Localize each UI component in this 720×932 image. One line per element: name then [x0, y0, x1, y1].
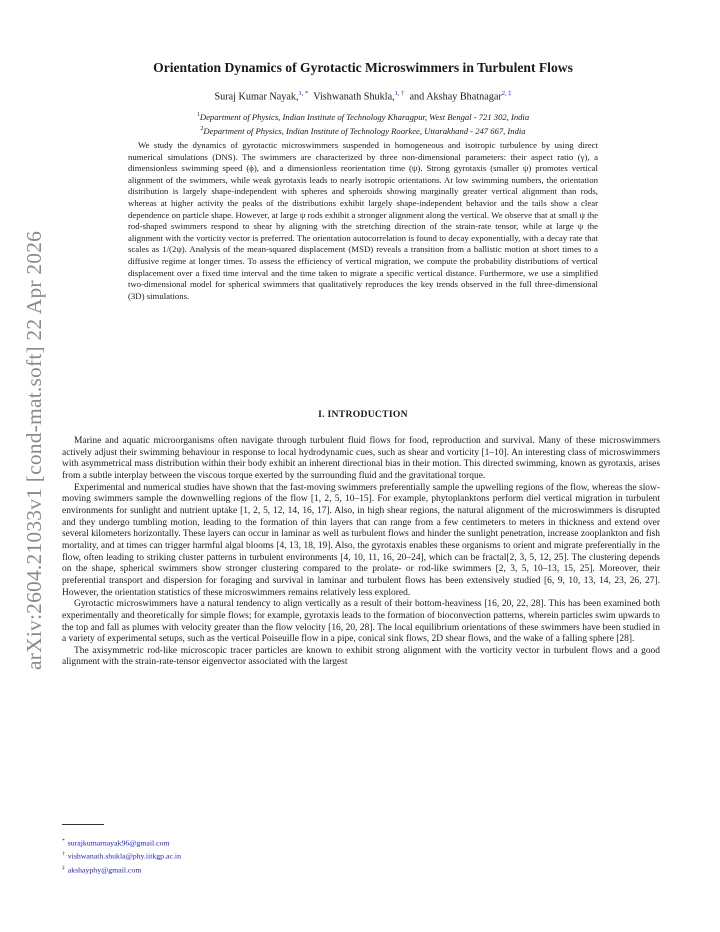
paper-title: Orientation Dynamics of Gyrotactic Microswimmers in Turbulent Flows	[153, 60, 573, 75]
affiliation	[80, 123, 646, 137]
author-mark[interactable]: 1, †	[394, 90, 405, 97]
paragraph: Gyrotactic microswimmers have a natural tendency to align vertically as a result of their bottom-heaviness [16, 20, 22, 28]. This has been examined both experimentally and theoretically for simple flows; for example, gyrotaxis leads to the formation of bioconvection patterns, wherein particles swim upwards to the top and fall as plumes with velocity greater than the flow velocity [16, 20, 28]. The local equilibrium orientations of these swimmers have been studied in a variety of experimental setups, such as the vertical Poiseuille flow in a pipe, conical sink flows, 2D shear flows, and the wake of a falling sphere [28].	[62, 599, 660, 645]
section-heading: I. INTRODUCTION	[318, 409, 408, 420]
footnote-mark: ‡	[62, 864, 65, 871]
email-link[interactable]: surajkumarnayak96@gmail.com	[67, 838, 170, 848]
footnote	[62, 863, 462, 876]
affiliation-mark: 1	[196, 112, 200, 118]
email-link[interactable]: vishwanath.shukla@phy.iitkgp.ac.in	[67, 851, 181, 861]
paragraph: Marine and aquatic microorganisms often navigate through turbulent fluid flows for food, reproduction and survival. Many of these microswimmers actively adjust their swimming behaviour in response to local hydrodynamic cues, such as shear and vorticity [1–10]. An interesting class of microswimmers with asymmetrical mass distribution within their body exhibit an inherent directional bias in their motion. This directed swimming, known as gyrotaxis, arises from a subtle interplay between the viscous torque exerted by the surrounding fluid and the gravitational torque.	[62, 436, 660, 481]
affiliation-text: Department of Physics, Indian Institute of Technology Roorkee, Uttarakhand - 247 667, India	[203, 125, 526, 136]
email-link[interactable]: akshayphy@gmail.com	[67, 865, 142, 875]
footnote	[62, 849, 462, 862]
paragraph: Experimental and numerical studies have shown that the fast-moving swimmers preferentially sample the upwelling regions of the flow, whereas the slow-moving swimmers sample the downwelling regions of the flow [1, 2, 5, 10–15]. For example, phytoplanktons perform diel vertical migration in turbulent environments for sunlight and nutrient uptake [1, 2, 5, 12, 14, 16, 17]. Also, in high shear regions, the natural alignment of the microswimmers is disrupted and they undergo tumbling motion, leading to the formation of thin layers that can range from a few centimeters to meters in thickness and extend over several kilometers horizontally. These layers can occur in laminar as well as turbulent flows and hinder the sunlight penetration, increase zooplankton and fish mortality, and at times can trigger harmful algal blooms [4, 13, 18, 19]. Also, the gyrotaxis enables these organisms to orient and migrate preferentially in the flow, often leading to striking cluster patterns in turbulent environments [4, 10, 11, 16, 20–24], which can be fractal[2, 3, 5, 12, 25]. The clustering depends on the shape, spherical swimmers show stronger clustering compared to the prolate- or rod-like swimmers [2, 3, 5, 10–13, 15, 25]. Moreover, their preferential transport and dispersion for foraging and survival in laminar and turbulent flows has been extensively studied [6, 9, 10, 13, 14, 23, 26, 27]. However, the orientation statistics of these microswimmers remains relatively less explored.	[62, 482, 660, 598]
abstract: We study the dynamics of gyrotactic microswimmers suspended in homogeneous and isotropic turbulence by using direct numerical simulations (DNS). The swimmers are characterized by three non-dimensional parameters: their aspect ratio (γ), a dimensionless swimming speed (ϕ), and a dimensionless reorientation time (ψ). Strong gyrotaxis (smaller ψ) promotes vertical alignment of the swimmers, while weak gyrotaxis leads to nearly isotropic orientations. At low swimming numbers, the orientation distribution is largely shape-independent with spheres and spheroids showing marginally greater vertical alignment than rods, whereas at higher activity the peaks of the distributions exhibit largely shape-independent behavior and the tails show a clear dependence on particle shape. However, at large ψ rods exhibit a stronger alignment along the vertical. We observe that at small ψ the rod-shaped swimmers respond to shear by aligning with the stretching direction of the strain-rate tensor, while at large ψ the alignment with the vorticity vector is preferred. The orientation autocorrelation is found to decay exponentially, with a decay rate that scales as 1/(2ψ). Analysis of the mean-squared displacement (MSD) reveals a transition from a ballistic motion at short times to a diffusive regime at longer times. To assess the efficiency of vertical migration, we compute the probability distributions of vertical displacement over a fixed time interval and the time taken to migrate a specific vertical distance. Furthermore, we use a simplified two-dimensional model for spherical swimmers that qualitatively reproduces the key trends observed in the full three-dimensional (3D) simulations.	[128, 140, 598, 301]
footnote-divider	[62, 824, 104, 825]
author-mark[interactable]: 1, *	[298, 90, 309, 97]
author-name: and Akshay Bhatnagar	[409, 91, 502, 103]
body-text	[62, 436, 660, 669]
footnote-mark: †	[62, 851, 65, 858]
author-list	[80, 90, 646, 102]
affiliations	[80, 109, 646, 137]
affiliation-text: Department of Physics, Indian Institute of Technology Kharagpur, West Bengal - 721 302, India	[199, 111, 530, 122]
paragraph: The axisymmetric rod-like microscopic tracer particles are known to exhibit strong alignment with the vorticity vector in turbulent flows and a good alignment with the strain-rate-tensor eigenvector associated with the largest	[62, 645, 660, 668]
affiliation	[80, 109, 646, 123]
footnotes	[62, 836, 462, 876]
author-name: Vishwanath Shukla,	[313, 91, 395, 103]
affiliation-mark: 2	[200, 125, 204, 132]
author-mark[interactable]: 2, ‡	[501, 90, 512, 97]
footnote	[62, 836, 462, 849]
author-name: Suraj Kumar Nayak,	[214, 91, 299, 103]
footnote-mark: *	[62, 838, 65, 844]
arxiv-identifier: arXiv:2604.21033v1 [cond-mat.soft] 22 Apr 2026	[22, 230, 46, 670]
